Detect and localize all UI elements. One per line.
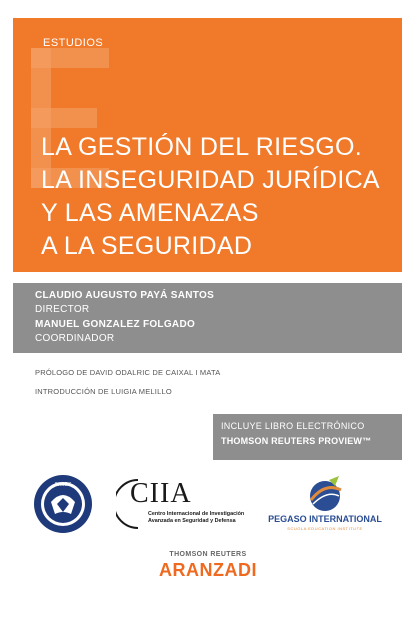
coordinator-role: COORDINADOR [35,333,115,344]
title-banner [13,18,402,272]
ciia-mark: CIIA [130,478,192,509]
pegaso-name: PEGASO INTERNATIONAL [268,514,382,524]
coordinator-name: MANUEL GONZALEZ FOLGADO [35,319,196,330]
ebook-line1: INCLUYE LIBRO ELECTRÓNICO [221,421,365,431]
inisec-logo-text: INISEC [54,482,72,488]
authors-band [13,283,402,353]
book-title [41,131,401,263]
title-line: LA INSEGURIDAD JURÍDICA [41,166,380,194]
publisher-group: THOMSON REUTERS [169,551,247,558]
title-line: Y LAS AMENAZAS [41,199,259,227]
ciia-subtitle-1: Centro Internacional de Investigación [148,511,245,517]
director-name: CLAUDIO AUGUSTO PAYÁ SANTOS [35,290,215,301]
publisher-name: ARANZADI [159,560,257,580]
prologue-credit: PRÓLOGO DE DAVID ODALRIC DE CAIXAL I MATA [35,368,221,377]
series-label: ESTUDIOS [43,37,104,49]
pegaso-logo [268,476,382,534]
ciia-logo [116,476,256,532]
ciia-subtitle-2: Avanzada en Seguridad y Defensa [148,518,236,524]
introduction-credit: INTRODUCCIÓN DE LUIGIA MELILLO [35,387,172,396]
inisec-logo [33,474,93,534]
title-line: LA GESTIÓN DEL RIESGO. [41,133,363,161]
pegaso-subtitle: SCUOLA EDUCATION INSTITUTE [287,526,363,531]
ebook-band [213,414,402,460]
director-role: DIRECTOR [35,304,90,315]
title-line: A LA SEGURIDAD [41,232,253,260]
ebook-line2: THOMSON REUTERS PROVIEW™ [221,436,372,446]
